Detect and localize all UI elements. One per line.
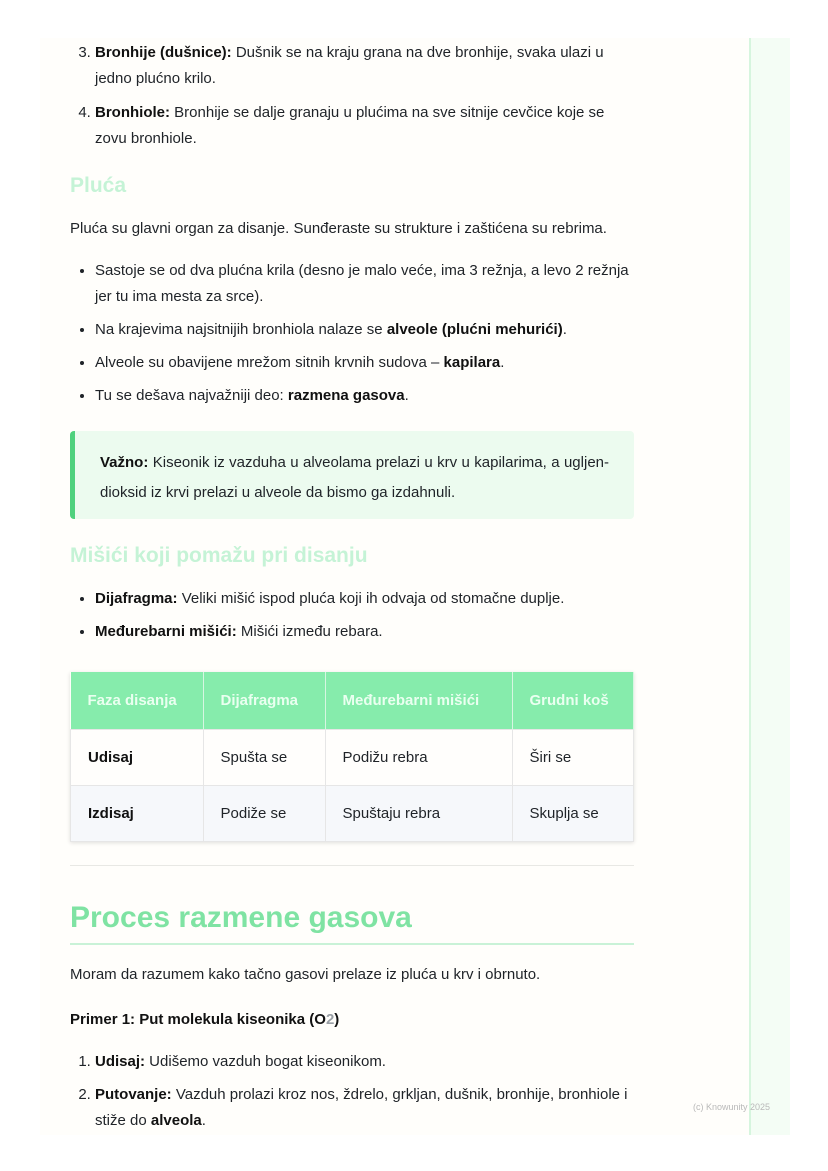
bullet-bold-term: razmena gasova <box>287 387 405 404</box>
bullet-text: . <box>562 321 567 338</box>
step-text: . <box>201 1112 206 1129</box>
list-item <box>95 586 635 612</box>
airways-list <box>70 40 634 152</box>
table-cell: Širi se <box>512 730 634 786</box>
section-heading-lungs: Pluća <box>70 174 127 197</box>
copyright-footer: (c) Knowunity 2025 <box>693 1102 771 1112</box>
term-bronchi: Bronhije (dušnice): <box>95 44 232 61</box>
list-item <box>95 350 635 376</box>
oxygen-path-steps <box>70 1049 640 1141</box>
definition-bronchioles: Bronhije se dalje granaju u plućima na sve sitnije cevčice koje se zovu bronhiole. <box>95 104 605 147</box>
term-intercostal: Međurebarni mišići: <box>95 623 237 640</box>
callout-label: Važno: <box>100 454 149 471</box>
table-header-row <box>71 672 634 730</box>
step-bold-term: alveola <box>150 1112 202 1129</box>
document-content <box>70 38 634 1129</box>
table-row <box>71 786 634 842</box>
list-item-bronchioles <box>95 100 634 152</box>
example-heading <box>70 1007 339 1033</box>
table-cell: Izdisaj <box>71 786 204 842</box>
bullet-bold-term: kapilara <box>443 354 501 371</box>
list-item <box>95 1049 640 1075</box>
list-item <box>95 383 635 409</box>
step-term: Udisaj: <box>95 1053 146 1070</box>
step-text: Udišemo vazduh bogat kiseonikom. <box>145 1053 386 1070</box>
gas-exchange-intro: Moram da razumem kako tačno gasovi prelaze iz pluća u krv i obrnuto. <box>70 966 541 983</box>
list-item <box>95 258 635 310</box>
table-cell: Podiže se <box>203 786 325 842</box>
column-header: Dijafragma <box>203 672 325 730</box>
section-divider <box>70 865 634 866</box>
table-cell: Skuplja se <box>512 786 634 842</box>
muscles-bullet-list <box>70 586 635 652</box>
definition-diaphragm: Veliki mišić ispod pluća koji ih odvaja od stomačne duplje. <box>177 590 565 607</box>
list-item <box>95 1082 640 1134</box>
lungs-paragraph: Pluća su glavni organ za disanje. Sunđeraste su strukture i zaštićena su rebrima. <box>70 220 607 237</box>
bullet-text: . <box>404 387 409 404</box>
table-cell: Spuštaju rebra <box>325 786 512 842</box>
column-header: Grudni koš <box>512 672 634 730</box>
bullet-text: Na krajevima najsitnijih bronhiola nalaze se <box>95 321 387 338</box>
table-cell: Spušta se <box>203 730 325 786</box>
bullet-bold-term: alveole (plućni mehurići) <box>386 321 563 338</box>
bullet-text: Sastoje se od dva plućna krila (desno je malo veće, ima 3 režnja, a levo 2 režnja jer tu ima mesta za srce). <box>95 262 629 305</box>
definition-bronchi: Dušnik se na kraju grana na dve bronhije, svaka ulazi u jedno plućno krilo. <box>95 44 604 87</box>
example-title-close: ) <box>334 1011 340 1028</box>
list-item-bronchi <box>95 40 634 92</box>
bullet-text: . <box>500 354 505 371</box>
lungs-bullet-list <box>70 258 635 416</box>
important-callout <box>70 431 634 519</box>
definition-intercostal: Mišići između rebara. <box>236 623 383 640</box>
column-header: Faza disanja <box>71 672 204 730</box>
table-cell: Podižu rebra <box>325 730 512 786</box>
step-text: Vazduh prolazi kroz nos, ždrelo, grkljan, dušnik, bronhije, bronhiole i stiže do <box>95 1086 628 1129</box>
list-item <box>95 619 635 645</box>
bullet-text: Alveole su obavijene mrežom sitnih krvnih sudova – <box>95 354 444 371</box>
bullet-text: Tu se dešava najvažniji deo: <box>95 387 288 404</box>
term-diaphragm: Dijafragma: <box>95 590 178 607</box>
section-heading-gas-exchange: Proces razmene gasova <box>70 898 634 945</box>
example-title-text: Primer 1: Put molekula kiseonika (O <box>70 1011 326 1028</box>
page-side-margin-strip <box>749 38 790 1135</box>
table-cell: Udisaj <box>71 730 204 786</box>
table-row <box>71 730 634 786</box>
step-term: Putovanje: <box>95 1086 172 1103</box>
breathing-phases-table <box>70 672 634 842</box>
callout-text: Kiseonik iz vazduha u alveolama prelazi u krv u kapilarima, a ugljen-dioksid iz krvi prelazi u alveole da bismo ga izdahnuli. <box>100 454 609 501</box>
section-heading-muscles: Mišići koji pomažu pri disanju <box>70 544 368 567</box>
example-subscript: 2 <box>325 1011 335 1028</box>
list-item <box>95 317 635 343</box>
term-bronchioles: Bronhiole: <box>95 104 170 121</box>
column-header: Međurebarni mišići <box>325 672 512 730</box>
